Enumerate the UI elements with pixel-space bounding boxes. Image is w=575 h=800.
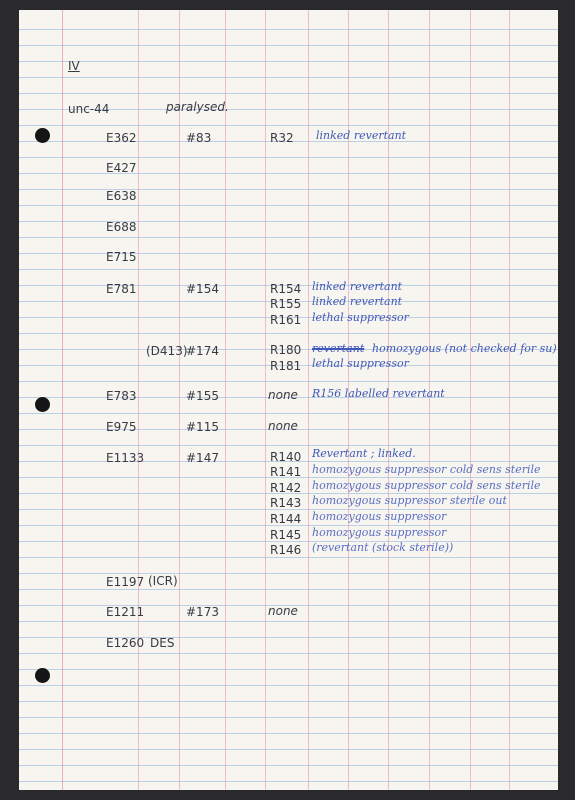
revertant-note: (revertant (stock sterile)) xyxy=(312,541,454,554)
allele: E427 xyxy=(106,161,137,175)
struck-word: revertant xyxy=(312,342,365,355)
strain-number: #155 xyxy=(186,389,219,403)
strain-number: #173 xyxy=(186,605,219,619)
revertant-id: R155 xyxy=(270,297,302,311)
revertant-id: R141 xyxy=(270,465,302,479)
revertant-id: none xyxy=(268,388,298,402)
allele: E1260 xyxy=(106,636,145,650)
strain-number: #147 xyxy=(186,451,219,465)
allele-prefix: (ICR) xyxy=(148,574,178,588)
revertant-note: linked revertant xyxy=(312,295,403,308)
strain-number: #83 xyxy=(186,131,212,145)
punch-hole xyxy=(35,397,50,412)
allele: E1211 xyxy=(106,605,145,619)
allele-prefix: (D413) xyxy=(146,344,188,358)
revertant-note: lethal suppressor xyxy=(312,357,409,370)
strain-number: #174 xyxy=(186,344,219,358)
revertant-id: R161 xyxy=(270,313,302,327)
gene-name: unc-44 xyxy=(68,102,110,116)
allele-prefix: DES xyxy=(150,636,175,650)
allele: E715 xyxy=(106,250,137,264)
revertant-id: R32 xyxy=(270,131,294,145)
allele: E688 xyxy=(106,220,137,234)
gene-phenotype: paralysed. xyxy=(166,100,229,114)
revertant-note: homozygous suppressor cold sens sterile xyxy=(312,479,541,492)
revertant-note: homozygous suppressor xyxy=(312,526,447,539)
revertant-note: Revertant ; linked. xyxy=(312,447,416,460)
revertant-note: homozygous (not checked for su) xyxy=(372,342,557,355)
allele: E1197 xyxy=(106,575,145,589)
revertant-id: none xyxy=(268,604,298,618)
allele: E362 xyxy=(106,131,137,145)
revertant-id: none xyxy=(268,419,298,433)
revertant-id: R143 xyxy=(270,496,302,510)
revertant-id: R146 xyxy=(270,543,302,557)
punch-hole xyxy=(35,668,50,683)
revertant-id: R181 xyxy=(270,359,302,373)
revertant-id: R180 xyxy=(270,343,302,357)
page-number: IV xyxy=(68,59,80,73)
revertant-note: linked revertant xyxy=(312,280,403,293)
allele: E638 xyxy=(106,189,137,203)
revertant-note: homozygous suppressor cold sens sterile xyxy=(312,463,541,476)
allele: E781 xyxy=(106,282,137,296)
revertant-note: lethal suppressor xyxy=(312,311,409,324)
punch-hole xyxy=(35,128,50,143)
allele: E1133 xyxy=(106,451,145,465)
strain-number: #115 xyxy=(186,420,219,434)
revertant-id: R142 xyxy=(270,481,302,495)
strain-number: #154 xyxy=(186,282,219,296)
revertant-note: R156 labelled revertant xyxy=(312,387,445,400)
revertant-note: linked revertant xyxy=(316,129,407,142)
revertant-id: R145 xyxy=(270,528,302,542)
allele: E975 xyxy=(106,420,137,434)
revertant-note: homozygous suppressor sterile out xyxy=(312,494,507,507)
revertant-id: R140 xyxy=(270,450,302,464)
revertant-note: homozygous suppressor xyxy=(312,510,447,523)
revertant-id: R144 xyxy=(270,512,302,526)
allele: E783 xyxy=(106,389,137,403)
revertant-id: R154 xyxy=(270,282,302,296)
